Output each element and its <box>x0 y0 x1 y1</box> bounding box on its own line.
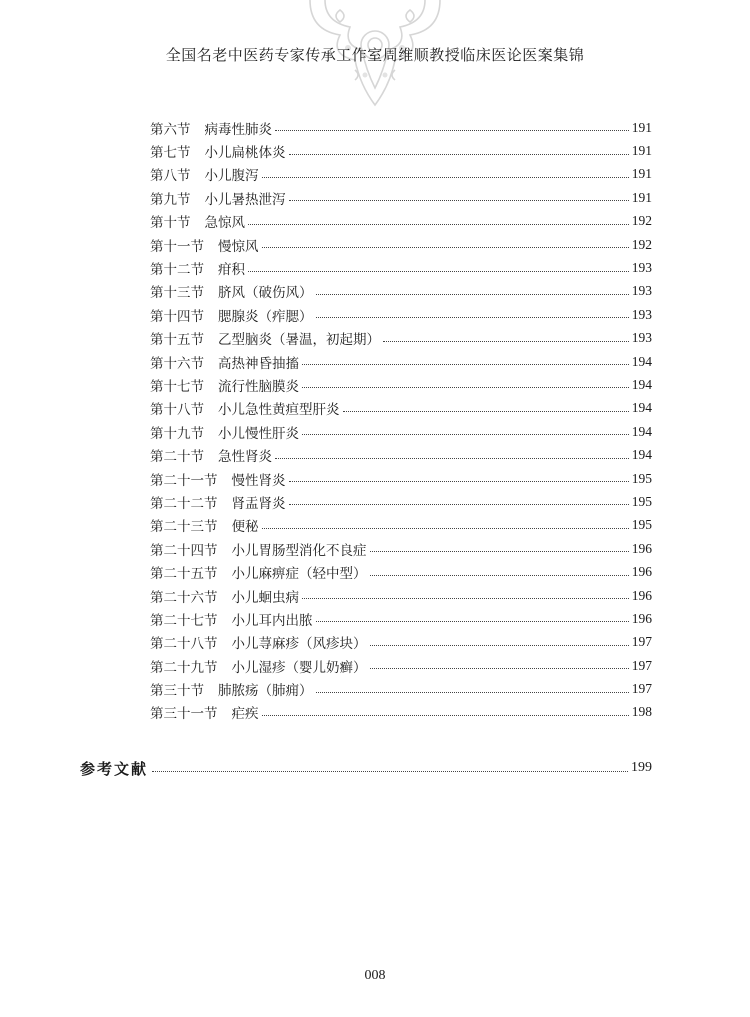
section-number: 第九节 <box>150 191 191 208</box>
section-page-number: 194 <box>631 353 652 369</box>
toc-entry[interactable] <box>150 514 652 537</box>
toc-entry[interactable] <box>150 163 652 186</box>
dot-leader <box>275 130 629 131</box>
section-number: 第十二节 <box>150 262 204 279</box>
section-number: 第二十六节 <box>150 589 218 606</box>
toc-entry[interactable] <box>150 256 652 279</box>
toc-entry[interactable] <box>150 654 652 677</box>
section-title: 小儿胃肠型消化不良症 <box>231 542 367 559</box>
toc-entry[interactable] <box>150 350 652 373</box>
toc-entry[interactable] <box>150 280 652 303</box>
section-title: 乙型脑炎（暑温，初起期） <box>218 332 380 349</box>
toc-entry[interactable] <box>150 677 652 700</box>
section-title: 肺脓疡（肺痈） <box>218 683 313 700</box>
toc-entry[interactable] <box>150 490 652 513</box>
dot-leader <box>316 317 629 318</box>
section-title: 流行性脑膜炎 <box>218 378 299 395</box>
section-title: 脐风（破伤风） <box>218 285 313 302</box>
dot-leader <box>316 692 629 693</box>
section-number: 第二十五节 <box>150 566 218 583</box>
dot-leader <box>383 341 629 342</box>
section-title: 疳积 <box>218 262 245 279</box>
toc-entry[interactable] <box>150 397 652 420</box>
table-of-contents <box>150 116 652 724</box>
toc-entry[interactable] <box>150 537 652 560</box>
toc-entry[interactable] <box>150 631 652 654</box>
toc-entry-references[interactable] <box>80 756 652 780</box>
section-page-number: 195 <box>631 493 652 509</box>
section-page-number: 194 <box>631 376 652 392</box>
section-title: 小儿荨麻疹（风疹块） <box>231 636 367 653</box>
section-title: 疟疾 <box>231 706 259 723</box>
section-title: 急性肾炎 <box>218 449 272 466</box>
references-page-number: 199 <box>631 760 652 775</box>
dot-leader <box>262 177 629 178</box>
running-header-title: 全国名老中医药专家传承工作室周维顺教授临床医论医案集锦 <box>165 46 585 64</box>
section-page-number: 193 <box>631 330 652 346</box>
dot-leader <box>289 200 629 201</box>
section-page-number: 193 <box>631 283 652 299</box>
dot-leader <box>248 271 629 272</box>
section-number: 第十七节 <box>150 378 204 395</box>
section-title: 小儿暑热泄泻 <box>204 191 286 208</box>
dot-leader <box>289 504 629 505</box>
dot-leader <box>275 458 629 459</box>
section-number: 第十节 <box>150 215 191 232</box>
toc-entry[interactable] <box>150 303 652 326</box>
section-page-number: 194 <box>631 447 652 463</box>
section-page-number: 195 <box>631 517 652 533</box>
section-number: 第三十节 <box>150 683 204 700</box>
toc-entry[interactable] <box>150 584 652 607</box>
dot-leader <box>262 528 629 529</box>
dot-leader <box>316 621 629 622</box>
section-page-number: 191 <box>631 119 652 135</box>
section-title: 小儿腹泻 <box>204 168 259 185</box>
section-page-number: 196 <box>631 564 652 580</box>
section-title: 急惊风 <box>204 215 245 232</box>
toc-entry[interactable] <box>150 233 652 256</box>
section-title: 高热神昏抽搐 <box>218 355 299 372</box>
section-number: 第三十一节 <box>150 706 218 723</box>
section-title: 肾盂肾炎 <box>231 495 286 512</box>
toc-entry[interactable] <box>150 373 652 396</box>
section-page-number: 196 <box>631 587 652 603</box>
dot-leader <box>370 645 629 646</box>
section-title: 慢惊风 <box>218 238 259 255</box>
toc-entry[interactable] <box>150 210 652 233</box>
section-number: 第二十七节 <box>150 612 218 629</box>
section-title: 慢性肾炎 <box>231 472 286 489</box>
section-page-number: 193 <box>631 260 652 276</box>
section-number: 第二十一节 <box>150 472 218 489</box>
section-number: 第二十八节 <box>150 636 218 653</box>
section-number: 第二十三节 <box>150 519 218 536</box>
references-label: 参考文献 <box>80 759 149 778</box>
section-number: 第二十九节 <box>150 659 218 676</box>
toc-entry[interactable] <box>150 607 652 630</box>
section-page-number: 197 <box>631 634 652 650</box>
dot-leader <box>289 481 629 482</box>
section-page-number: 197 <box>631 681 652 697</box>
section-page-number: 196 <box>631 610 652 626</box>
dot-leader <box>302 598 629 599</box>
toc-entry[interactable] <box>150 327 652 350</box>
section-title: 小儿急性黄疸型肝炎 <box>218 402 340 419</box>
dot-leader <box>370 575 629 576</box>
section-number: 第十九节 <box>150 425 204 442</box>
section-title: 小儿蛔虫病 <box>231 589 299 606</box>
toc-entry[interactable] <box>150 186 652 209</box>
section-number: 第六节 <box>150 121 191 138</box>
section-page-number: 191 <box>631 166 652 182</box>
section-number: 第二十节 <box>150 449 204 466</box>
section-page-number: 196 <box>631 540 652 556</box>
section-number: 第十六节 <box>150 355 204 372</box>
dot-leader <box>343 411 629 412</box>
section-number: 第二十二节 <box>150 495 218 512</box>
section-page-number: 191 <box>631 189 652 205</box>
section-page-number: 194 <box>631 423 652 439</box>
section-number: 第二十四节 <box>150 542 218 559</box>
section-page-number: 191 <box>631 143 652 159</box>
dot-leader <box>152 771 628 772</box>
dot-leader <box>370 668 629 669</box>
section-title: 小儿麻痹症（轻中型） <box>231 566 367 583</box>
section-title: 小儿湿疹（婴儿奶癣） <box>231 659 367 676</box>
section-number: 第十三节 <box>150 285 204 302</box>
dot-leader <box>302 364 629 365</box>
section-page-number: 198 <box>631 704 652 720</box>
section-page-number: 192 <box>631 213 652 229</box>
toc-entry[interactable] <box>150 467 652 490</box>
toc-entry[interactable] <box>150 443 652 466</box>
toc-entry[interactable] <box>150 420 652 443</box>
section-number: 第十八节 <box>150 402 204 419</box>
section-page-number: 197 <box>631 657 652 673</box>
section-title: 小儿耳内出脓 <box>231 612 313 629</box>
section-number: 第八节 <box>150 168 191 185</box>
section-number: 第十五节 <box>150 332 204 349</box>
section-title: 小儿扁桃体炎 <box>204 145 286 162</box>
dot-leader <box>316 294 629 295</box>
dot-leader <box>289 154 629 155</box>
toc-entry[interactable] <box>150 139 652 162</box>
dot-leader <box>248 224 629 225</box>
section-page-number: 195 <box>631 470 652 486</box>
dot-leader <box>262 715 629 716</box>
section-page-number: 194 <box>631 400 652 416</box>
section-title: 病毒性肺炎 <box>204 121 272 138</box>
dot-leader <box>370 551 629 552</box>
dot-leader <box>302 387 629 388</box>
toc-entry[interactable] <box>150 560 652 583</box>
section-title: 小儿慢性肝炎 <box>218 425 299 442</box>
section-number: 第七节 <box>150 145 191 162</box>
section-page-number: 192 <box>631 236 652 252</box>
toc-entry[interactable] <box>150 701 652 724</box>
section-title: 便秘 <box>231 519 259 536</box>
page-number: 008 <box>364 968 386 983</box>
section-number: 第十四节 <box>150 308 204 325</box>
section-page-number: 193 <box>631 306 652 322</box>
section-title: 腮腺炎（痄腮） <box>218 308 313 325</box>
section-number: 第十一节 <box>150 238 204 255</box>
dot-leader <box>262 247 629 248</box>
toc-entry[interactable] <box>150 116 652 139</box>
dot-leader <box>302 434 629 435</box>
